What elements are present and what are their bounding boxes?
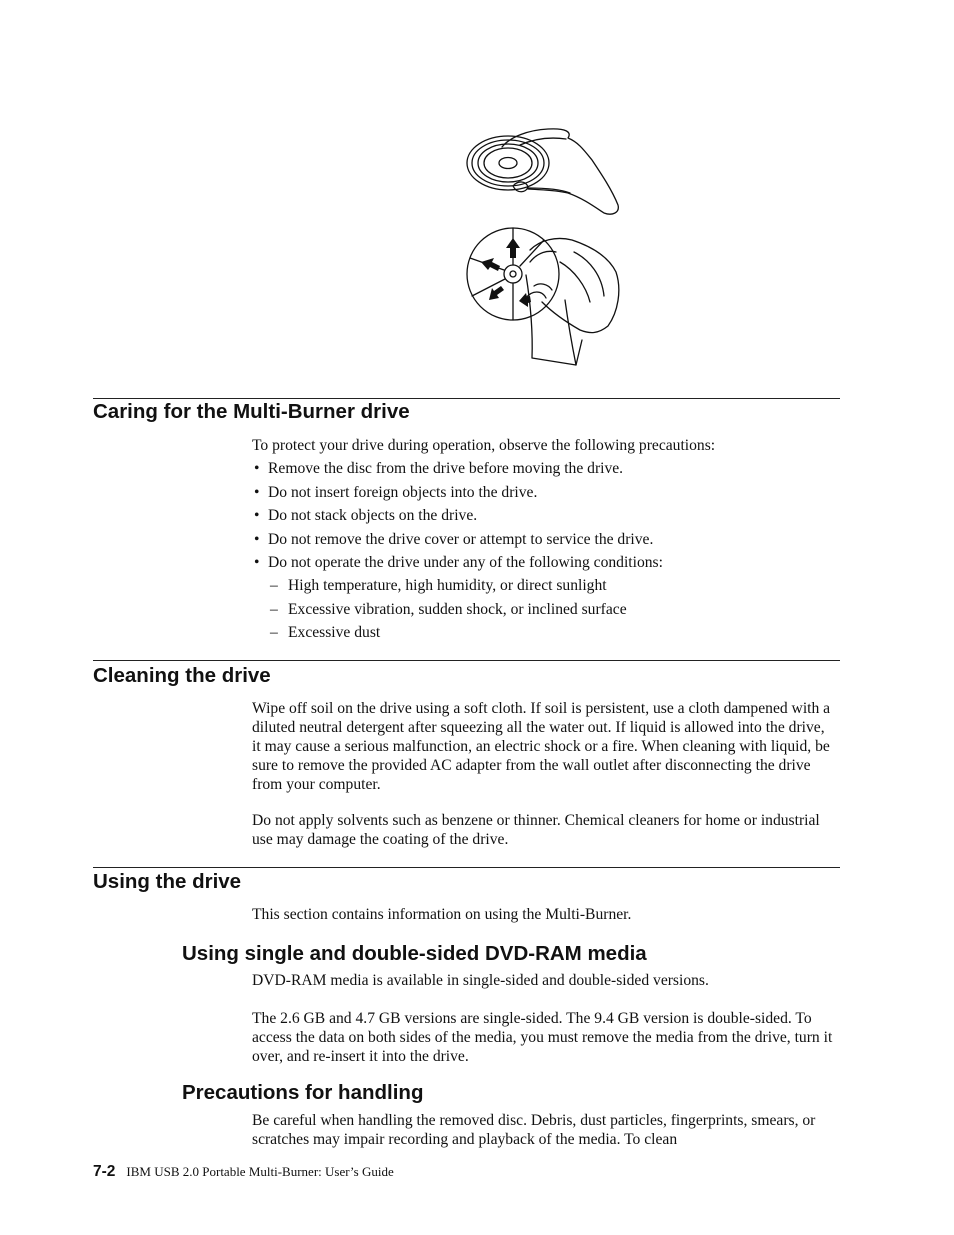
list-item: – Excessive vibration, sudden shock, or inclined surface	[270, 600, 627, 618]
section-rule-cleaning	[93, 660, 840, 661]
caring-intro: To protect your drive during operation, observe the following precautions:	[252, 437, 716, 454]
precautions-list	[252, 459, 663, 577]
list-item: • Do not insert foreign objects into the drive.	[254, 483, 538, 501]
heading-caring: Caring for the Multi-Burner drive	[93, 400, 410, 423]
dvd-ram-paragraph-2: The 2.6 GB and 4.7 GB versions are single-sided. The 9.4 GB version is double-sided. To access the data on both sides of the media, you must remove the media from the drive, turn it over, and re-insert it into the drive.	[252, 1010, 833, 1065]
book-title: IBM USB 2.0 Portable Multi-Burner: User’s Guide	[126, 1164, 394, 1179]
page-footer	[93, 1163, 394, 1181]
disc-handling-illustration	[0, 0, 954, 380]
wiping-disc-icon	[467, 228, 619, 365]
heading-handling: Precautions for handling	[182, 1081, 424, 1104]
list-item: – Excessive dust	[270, 624, 381, 641]
list-item: • Do not remove the drive cover or attempt to service the drive.	[254, 530, 654, 548]
section-rule-using	[93, 867, 840, 868]
cleaning-paragraph-1: Wipe off soil on the drive using a soft cloth. If soil is persistent, use a cloth dampened with a diluted neutral detergent after squeezing all the water out. If liquid is allowed into the drive, it may cause a serious malfunction, an electric shock or a fire. When cleaning with liquid, be sure to remove the provided AC adapter from the wall outlet after disconnecting the drive from your computer.	[252, 700, 831, 793]
page-number: 7-2	[93, 1163, 116, 1180]
list-item: • Do not operate the drive under any of the following conditions:	[254, 554, 663, 571]
list-item: • Do not stack objects on the drive.	[254, 507, 478, 524]
section-rule-caring	[93, 398, 840, 399]
dvd-ram-paragraph-1: DVD-RAM media is available in single-sided and double-sided versions.	[252, 972, 709, 989]
handling-paragraph-1: Be careful when handling the removed disc. Debris, dust particles, fingerprints, smears, or scratches may impair recording and playback of the media. To clean	[252, 1112, 816, 1148]
hand-holding-disc-icon	[467, 129, 618, 214]
cleaning-paragraph-2: Do not apply solvents such as benzene or thinner. Chemical cleaners for home or industrial use may damage the coating of the drive.	[252, 812, 820, 848]
conditions-list	[270, 576, 627, 647]
heading-using: Using the drive	[93, 870, 242, 893]
using-intro: This section contains information on using the Multi-Burner.	[252, 906, 632, 923]
heading-dvd-ram: Using single and double-sided DVD-RAM media	[182, 942, 647, 965]
list-item: – High temperature, high humidity, or direct sunlight	[270, 577, 607, 594]
list-item: • Remove the disc from the drive before moving the drive.	[254, 460, 624, 477]
heading-cleaning: Cleaning the drive	[93, 664, 271, 687]
